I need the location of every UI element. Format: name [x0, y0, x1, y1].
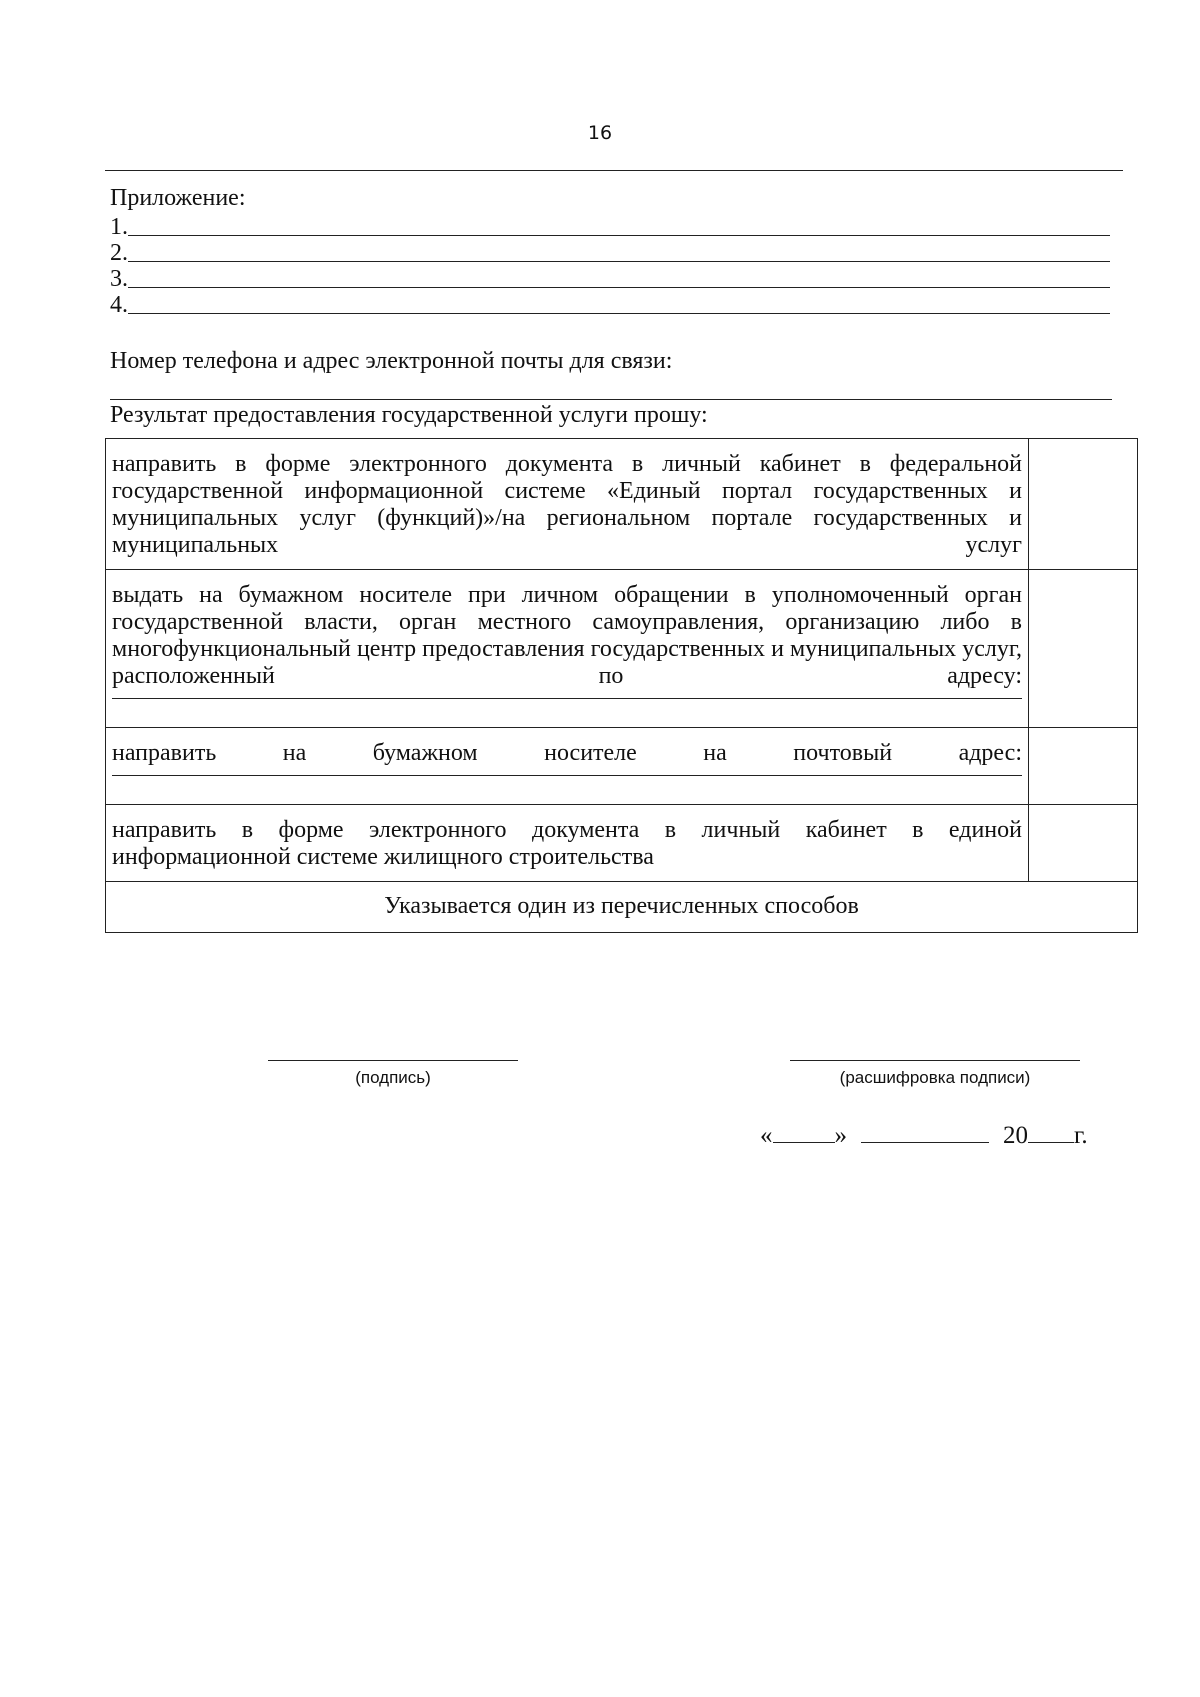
- page-number: 16: [587, 122, 613, 144]
- delivery-option-text: направить в форме электронного документа в личный кабинет в федеральной государственной информационной системе «Единый портал государственных и муниципальных услуг (функций)»/на региональном портале государственных и муниципальных услуг: [106, 439, 1029, 570]
- signature-decode-label: (расшифровка подписи): [839, 1068, 1031, 1087]
- appendix-item: [110, 266, 1110, 292]
- signature-decode-line[interactable]: [790, 1060, 1080, 1061]
- date-close-quote: »: [834, 1122, 847, 1149]
- appendix-item-number: 4.: [110, 292, 128, 318]
- delivery-options-footer-row: [106, 882, 1138, 933]
- delivery-option-cell: [106, 728, 1029, 805]
- result-label: Результат предоставления государственной услуги прошу:: [110, 402, 708, 428]
- delivery-options-footer: Указывается один из перечисленных способов: [106, 882, 1138, 933]
- delivery-option-checkbox[interactable]: [1029, 728, 1138, 805]
- delivery-option-row: [106, 439, 1138, 570]
- delivery-option-checkbox[interactable]: [1029, 439, 1138, 570]
- appendix-item: [110, 292, 1110, 318]
- date-field: [760, 1122, 1088, 1150]
- appendix-item: [110, 240, 1110, 266]
- date-year-suffix: г.: [1074, 1122, 1088, 1149]
- appendix-title: Приложение:: [110, 185, 246, 211]
- appendix-item-blank[interactable]: [128, 235, 1110, 236]
- delivery-option-text: направить на бумажном носителе на почтовый адрес:: [112, 740, 1022, 766]
- delivery-option-cell: [106, 570, 1029, 728]
- appendix-item-number: 3.: [110, 266, 128, 292]
- contact-label: Номер телефона и адрес электронной почты для связи:: [110, 348, 673, 374]
- date-year-blank[interactable]: [1028, 1122, 1074, 1143]
- appendix-item-number: 1.: [110, 214, 128, 240]
- delivery-option-text: направить в форме электронного документа в личный кабинет в единой информационной системе жилищного строительства: [106, 805, 1029, 882]
- delivery-option-row: [106, 570, 1138, 728]
- delivery-options-table: [105, 438, 1138, 933]
- appendix-item: [110, 214, 1110, 240]
- date-day-blank[interactable]: [773, 1122, 835, 1143]
- header-divider: [105, 170, 1123, 171]
- delivery-option-row: [106, 728, 1138, 805]
- contact-field-line[interactable]: [110, 399, 1112, 400]
- appendix-list: [110, 214, 1110, 318]
- delivery-option-text: выдать на бумажном носителе при личном обращении в уполномоченный орган государственной власти, орган местного самоуправления, организацию либо в многофункциональный центр предоставления государственных и муниципальных услуг, расположенный по адресу:: [112, 582, 1022, 689]
- postal-address-field-line[interactable]: [112, 775, 1022, 776]
- date-month-blank[interactable]: [861, 1122, 989, 1143]
- signature-line[interactable]: [268, 1060, 518, 1061]
- appendix-item-blank[interactable]: [128, 313, 1110, 314]
- signature-label: (подпись): [355, 1068, 431, 1087]
- delivery-option-checkbox[interactable]: [1029, 570, 1138, 728]
- delivery-option-row: [106, 805, 1138, 882]
- appendix-item-blank[interactable]: [128, 287, 1110, 288]
- appendix-item-blank[interactable]: [128, 261, 1110, 262]
- appendix-item-number: 2.: [110, 240, 128, 266]
- date-open-quote: «: [760, 1122, 773, 1149]
- date-century: 20: [1003, 1122, 1028, 1149]
- address-field-line[interactable]: [112, 698, 1022, 699]
- delivery-option-checkbox[interactable]: [1029, 805, 1138, 882]
